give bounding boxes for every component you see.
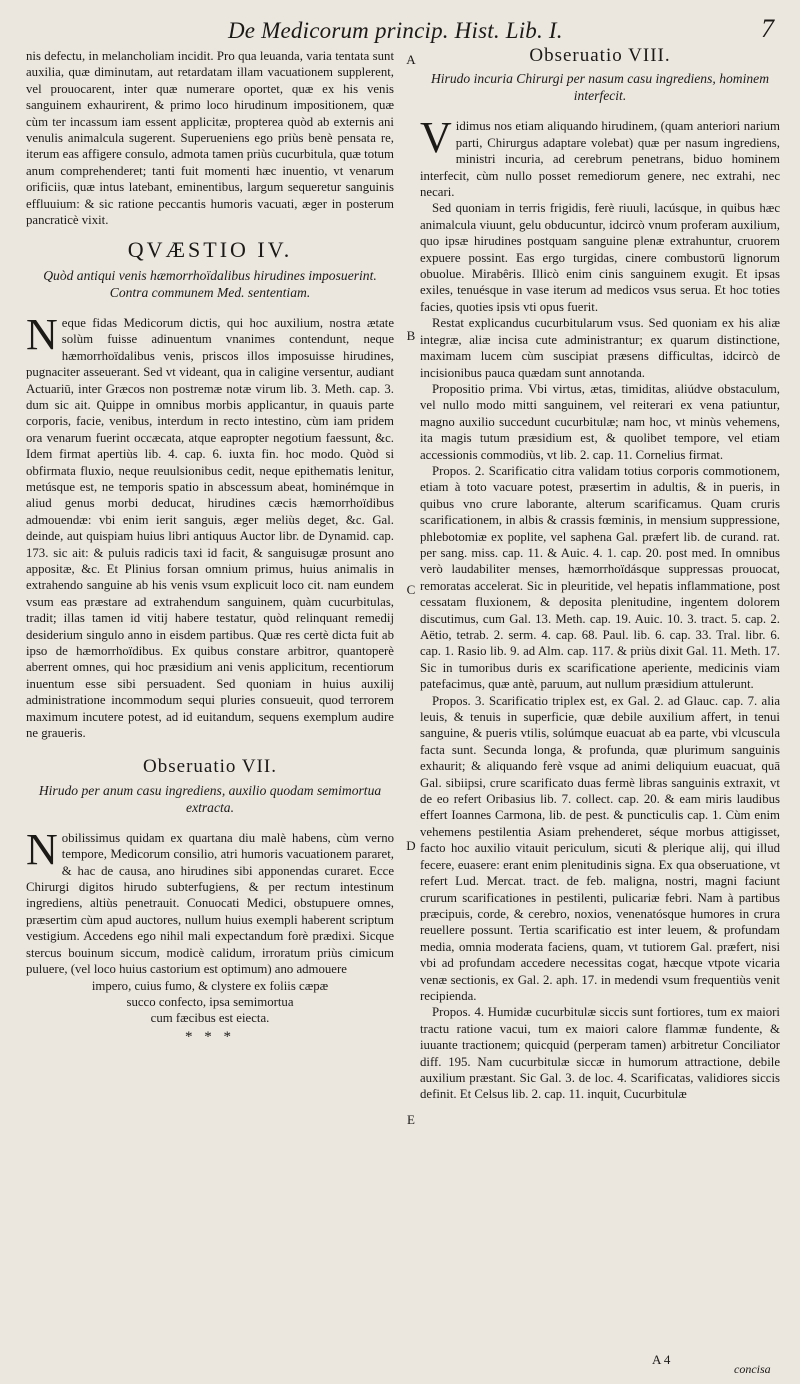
intro-paragraph: nis defectu, in melancholiam incidit. Pro qua leuanda, varia tentata sunt auxilia, quæ diminutam, aut retardatam illam vacuationem supplerent, vel prouocarent, inter quæ numerare oportet, quæ ex his venis sanguinem exhaurirent, & primo loco hirudinum impositionem, quæ cùm ter incassum iam essent applicitæ, propterea quòd ab externis ani venulis animalcula sugerent. Superueniens ego priùs benè pensata re, iterum eas affigere consulo, admota tamen priùs cucurbitula, quæ totum anum comprehenderet; tanti fuit momenti hæc inuentio, vt venarum orificiis, quæ intus latebant, eminentibus, largum sequeretur sanguinis effluuium: & sic ratione peccantis humoris vacuati, æger in posterum pancraticè vixit. — [26, 49, 394, 228]
observation-8-paragraph-2: Sed quoniam in terris frigidis, ferè riuuli, lacúsque, in quibus hæc animalcula viuunt, gelu obducuntur, idcircò vnum proferam auxilium, quo ipsæ hirudines postquam sanguine plenæ extrahuntur, cruorem expuere possint. Eas ergo turgidas, cinere combustorū lignorum obuolue. Mirabêris. Illicò enim cinis sanguinem exugit. Et ipsas exiles, tenuésque in vase iterum ad medicos vsus serua. Et hoc toties facies, quoties ipsis vti opus fuerit. — [420, 201, 780, 314]
asterism-ornament: * * * — [185, 1028, 235, 1045]
margin-letter-e: E — [407, 1112, 415, 1127]
proposition-3: Propos. 3. Scarificatio triplex est, ex Gal. 2. ad Glauc. cap. 7. alia leuis, & tenuis in superficie, quæ debile auxilium affert, in tenui sanguine, & pueris vtilis, solúmque euacuat ab ea parte, vbi vlcuscula facta sunt. Secunda longa, & profunda, quæ plurimum sanguinis exhaurit; & aliquando ferè vsque ad animi deliquium euacuat, quā Gal. sibiipsi, crure scarificato duas fermè libras sanguinis extraxit, vt de eo refert Oribasius lib. 7. collect. cap. 20. & eam miris laudibus effert Ioannes Carmona, lib. de pest. & puncticulis cap. 1. Cùm enim vehemens pestilentia Asiam prehenderet, séque morbus attigisset, facto hoc auxilio vitauit periculum, sicuti & plerique alij, qui illud fecere, euasere: erant enim plenitudinis signa. Ex qua obseruatione, vt refert Lud. Mercat. tract. de feb. maligna, nostri, magni faciunt crurum scarificationes in pestilenti, pulicariæ febri. Nam à partibus præcipuis, corde, & cerebro, noxios, venenatósque humores in crura reuellere possunt. Tertia scarificatio est inter leuem, & profundam media, omnia moderata faciens, quam, vt tutiorem Gal. præfert, nisi vbi ad profundam accedere necessitas cogat, hæcque vtpote vicaria venæ sectionis, ex Gal. 2. aph. 17. in medendi vsum frequentiùs venit recipienda. — [420, 693, 780, 1003]
margin-letter-b: B — [406, 328, 416, 343]
dropcap-letter: V — [420, 113, 452, 163]
proposition-1: Propositio prima. Vbi virtus, ætas, timiditas, aliúdve obstaculum, vel nullo modo mitti sanguinem, vel reiterari ex vena patiuntur, magno auxilio succedunt cucurbitulæ; nam hoc, vt minùs vehemens, ita magis tutum præsidium est, & quolibet tempore, vel etiam accessionis commodiùs, vt lib. 2. cap. 11. Cornelius firmat. — [420, 381, 780, 462]
margin-letter-d: D — [406, 838, 416, 853]
observation-8-subtitle: Hirudo incuria Chirurgi per nasum casu ingrediens, hominem interfecit. — [430, 71, 770, 104]
margin-letter-a: A — [406, 52, 416, 67]
observation-8-body-1: idimus nos etiam aliquando hirudinem, (quam anteriori narium parti, Chirurgus adaptare volebat) quæ per nasum ingrediens, ministri incuria, ad cerebrum penetrans, biduo hominem interfecit, cùm nullo posset remediorum genere, nec extrahi, nec necari. — [420, 119, 780, 200]
running-title: De Medicorum princip. Hist. Lib. I. — [228, 18, 563, 43]
observation-7-paragraph — [26, 824, 394, 978]
observation-7-end-line-1: impero, cuius fumo, & clystere ex foliis cæpæ — [91, 978, 329, 993]
question-heading: QVÆSTIO IV. — [127, 237, 293, 263]
page-number: 7 — [761, 14, 774, 43]
question-body: eque fidas Medicorum dictis, qui hoc auxilium, nostra ætate solùm fuisse adinuentum vnanimes contendunt, neque hæmorrhoïdalibus venis, priscos illos imposuisse hirudines, pugnaciter asseuerant. Sed vt videant, qua in caligine versentur, audiant Actuariū, inter Græcos non postremæ notæ virum lib. 3. Meth. cap. 3. dum sic ait. Quippe in omnibus morbis applicantur, in quauis parte corporis, facie, venibus, interdum in recto intestino, cùm iam pridem ora venarum fuerint occæcata, atque eapropter negotium faessunt, &c. Idem firmat apertiùs lib. 4. cap. 6. iuxta fin. hoc modo. Quòd si obfirmata fluxio, neque reuulsionibus cedit, neque epithematis lenitur, metúsque est, ne temporis spatio in abscessum abeat, hominémque in aliud genus morbi deducat, hirudines cæcis hæmorrhoïdibus admouendæ: vbi enim ierit sanguis, æger meliùs deget, &c. Gal. deinde, aut quispiam huius libri antiquus Auctor libr. de Dynamid. cap. 173. sic ait: & puluis radicis taxi id facit, & sanguisugæ prosunt ano appositæ, &c. Et Plinius forsan omnium primus, huius animalis in extrahendo sanguine ab his venis vsum explicuit loco cit. nam eundem vsum eas præstare ad extrahendum sanguinem, quàm cucurbitulas, tradit; illas tamen id vitij habere testatur, quòd relinquant remedij desiderium singulo anno in eisdem partibus. Quæ res certè dicta fuit ab ipso de hæmorrhoïdibus. Ex quibus constare arbitror, quantoperè aberrent omnes, qui hoc præsidium ani venis applicitum, recentiorum inuentum esse sibi persuadent. Sed quoniam in huius auxilij administratione incommodum sequi pluries consueuit, quod terrorem maximum incutere potest, ad id euitandum, sequens exemplum audire ne graueris. — [26, 315, 394, 741]
dropcap-letter: N — [26, 824, 58, 874]
right-column — [420, 45, 780, 1103]
observation-7-heading: Obseruatio VII. — [143, 756, 277, 778]
question-paragraph — [26, 309, 394, 742]
observation-7-end-line-3: cum fæcibus est eiecta. — [150, 1011, 270, 1026]
observation-8-heading: Obseruatio VIII. — [529, 45, 671, 66]
observation-8-paragraph-3: Restat explicandus cucurbitularum vsus. Sed quoniam ex his aliæ integræ, aliæ incisa cute administrantur; ex quarum distinctione, maximam lucem cùm suscipiat præsens difficultas, idcircò de incisionibus pauca quædam sunt annotanda. — [420, 316, 780, 380]
signature-mark: A 4 — [652, 1352, 671, 1367]
margin-letter-c: C — [406, 582, 416, 597]
observation-8-paragraph-1 — [420, 113, 780, 200]
observation-7-subtitle: Hirudo per anum casu ingrediens, auxilio quodam semimortua extracta. — [38, 782, 382, 815]
left-column — [26, 48, 394, 1045]
observation-7-end-line-2: succo confecto, ipsa semimortua — [126, 994, 294, 1009]
dropcap-letter: N — [26, 309, 58, 359]
catchword: concisa — [734, 1362, 771, 1376]
proposition-4: Propos. 4. Humidæ cucurbitulæ siccis sunt fortiores, tum ex maiori tractu ratione vacui, tum ex maiori calore flammæ fundente, & iuuante tractionem; quicquid (perperam tamen) arbitretur Conciliator diff. 195. Nam cucurbitulæ siccæ in humorum attractione, debile auxilium præstant. Sic Gal. 3. de loc. 4. Scarificatas, validiores siccis definit. Et Celsus lib. 2. cap. 11. inquit, Cucurbitulæ — [420, 1005, 780, 1102]
proposition-2: Propos. 2. Scarificatio citra validam totius corporis commotionem, etiam à toto vacuare potest, præsertim in adultis, & in pueris, in quibus vno crure laborante, alterum scarificamus. Quam cruris scarificationem, in albis & crassis fœminis, in mensium suppressione, phlebotomiæ ex poplite, vel saphena Gal. præfert lib. de curand. rat. per sang. miss. cap. 11. & Auic. 4. 1. cap. 20. post med. In omnibus verò laudabiliter menses, hæmorrhoïdásque suppressas prouocat, remoratas accelerat. Sic in pleuritide, vel hepatis inflammatione, post cessatam fluxionem, & deposita plenitudine, ingentem dolorem discutimus, cum Gal. 13. Meth. cap. 19. Auic. 10. 3. tract. 5. cap. 2. Aëtio, tetrab. 2. serm. 4. cap. 68. Paul. lib. 6. cap. 33. Tral. libr. 6. cap. 1. Rasio lib. 9. ad Alm. cap. 117. & priùs dixit Gal. 11. Meth. 17. Sic in tumoribus duris ex scarificatione aperiente, medicinis viam patefacimus, quæ antè, paruum, aut nullum præsidium attulerunt. — [420, 463, 780, 692]
question-subtitle: Quòd antiqui venis hæmorrhoïdalibus hirudines imposuerint. Contra communem Med. sententiam. — [43, 267, 377, 300]
observation-7-body: obilissimus quidam ex quartana diu malè habens, cùm verno tempore, Medicorum consilio, atri humoris vacuationem pararet, & hac de causa, ano hirudines sibi apponendas curaret. Ecce Chirurgi digitos hirudo subterfugiens, & per rectum intestinum ingrediens, altiùs penetrauit. Conuocati Medici, obstupuere omnes, præsertim cùm apud auctores, nullum huius exempli haberent scriptum vestigium. Accedens ego nihil mali expectandum forè prædixi. Sicque stercus bouinum siccum, modicè calidum, irroratum priùs cimicum puluere, (vel loco huius castorium est optimum) ano admouere — [26, 830, 394, 977]
running-header — [0, 14, 800, 50]
